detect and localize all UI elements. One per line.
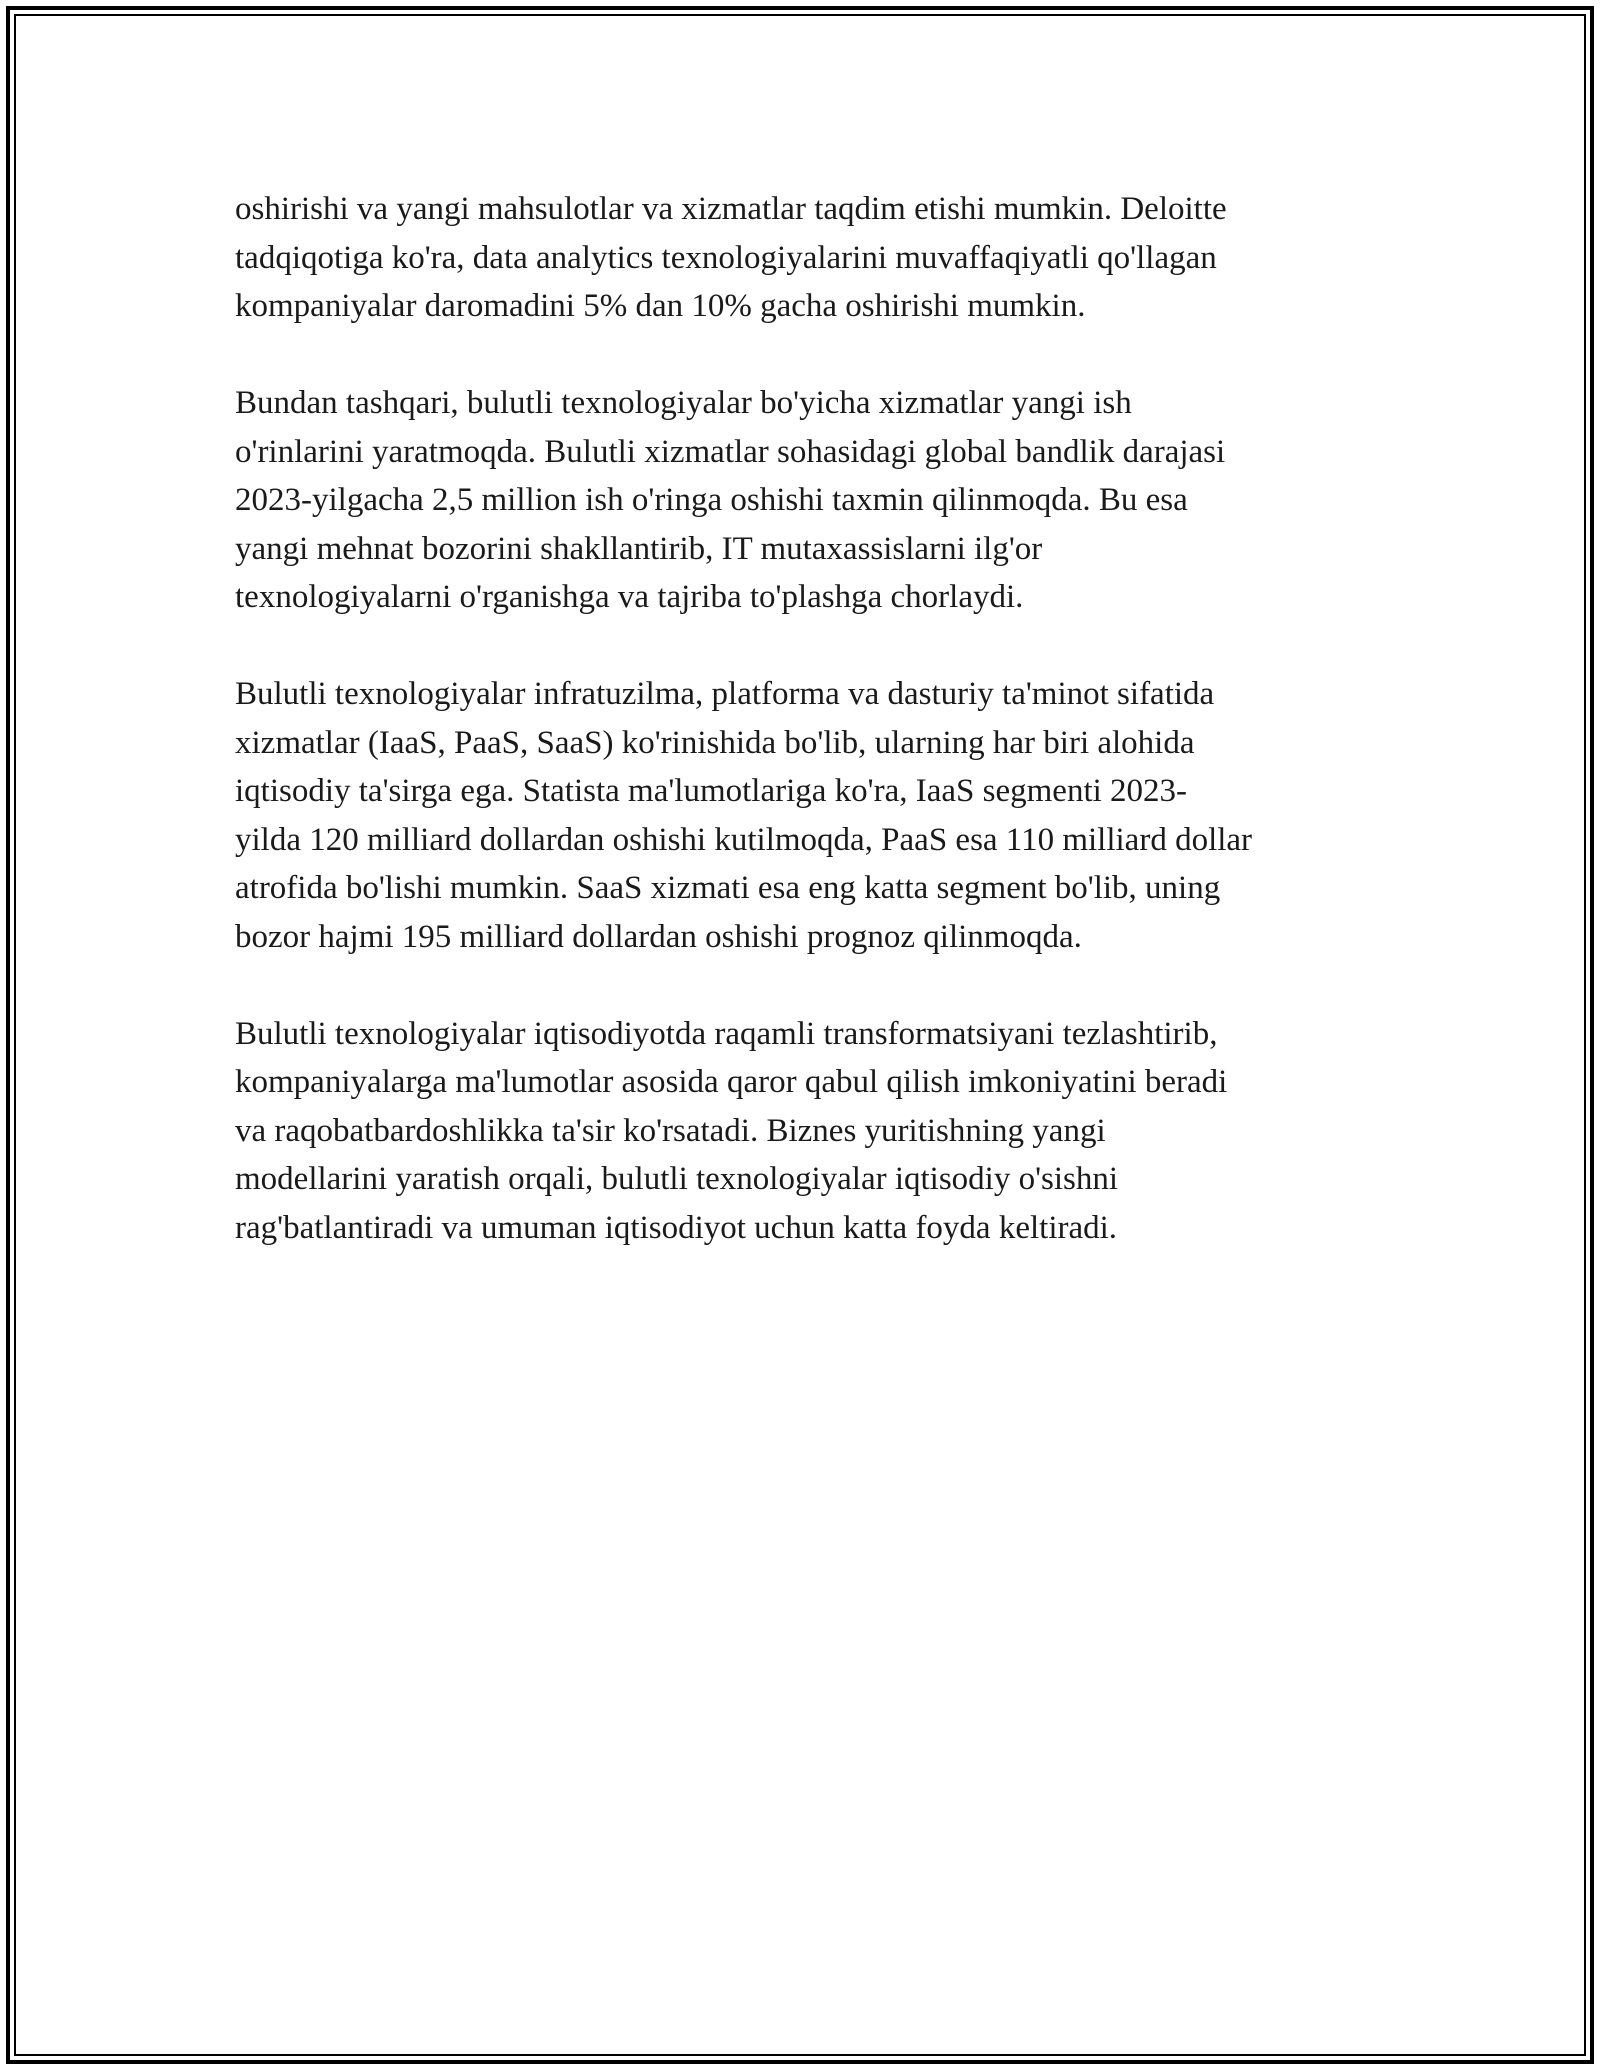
paragraph-deloitte-analytics: oshirishi va yangi mahsulotlar va xizmatlar taqdim etishi mumkin. Deloitte tadqiqotiga ko'ra, data analytics texnologiyalarini muvaffaqiyatli qo'llagan kompaniyalar daromadini 5% dan 10% gacha oshirishi mumkin.: [235, 191, 1227, 324]
paragraph-digital-transformation: Bulutli texnologiyalar iqtisodiyotda raqamli transformatsiyani tezlashtirib, kompaniyalarga ma'lumotlar asosida qaror qabul qilish imkoniyatini beradi va raqobatbardoshlikka ta'sir ko'rsatadi. Biznes yuritishning yangi modellarini yaratish orqali, bulutli texnologiyalar iqtisodiy o'sishni rag'batlantiradi va umuman iqtisodiyot uchun katta foyda keltiradi.: [235, 1015, 1228, 1246]
document-body: [235, 185, 1385, 1301]
paragraph-cloud-employment: Bundan tashqari, bulutli texnologiyalar bo'yicha xizmatlar yangi ish o'rinlarini yaratmoqda. Bulutli xizmatlar sohasidagi global bandlik darajasi 2023-yilgacha 2,5 million ish o'ringa oshishi taxmin qilinmoqda. Bu esa yangi mehnat bozorini shakllantirib, IT mutaxassislarni ilg'or texnologiyalarni o'rganishga va tajriba to'plashga chorlaydi.: [235, 385, 1226, 615]
paragraph-cloud-service-models: Bulutli texnologiyalar infratuzilma, platforma va dasturiy ta'minot sifatida xizmatlar (IaaS, PaaS, SaaS) ko'rinishida bo'lib, ularning har biri alohida iqtisodiy ta'sirga ega. Statista ma'lumotlariga ko'ra, IaaS segmenti 2023- yilda 120 milliard dollardan oshishi kutilmoqda, PaaS esa 110 milliard dollar atrofida bo'lishi mumkin. SaaS xizmati esa eng katta segment bo'lib, uning bozor hajmi 195 milliard dollardan oshishi prognoz qilinmoqda.: [235, 676, 1253, 955]
